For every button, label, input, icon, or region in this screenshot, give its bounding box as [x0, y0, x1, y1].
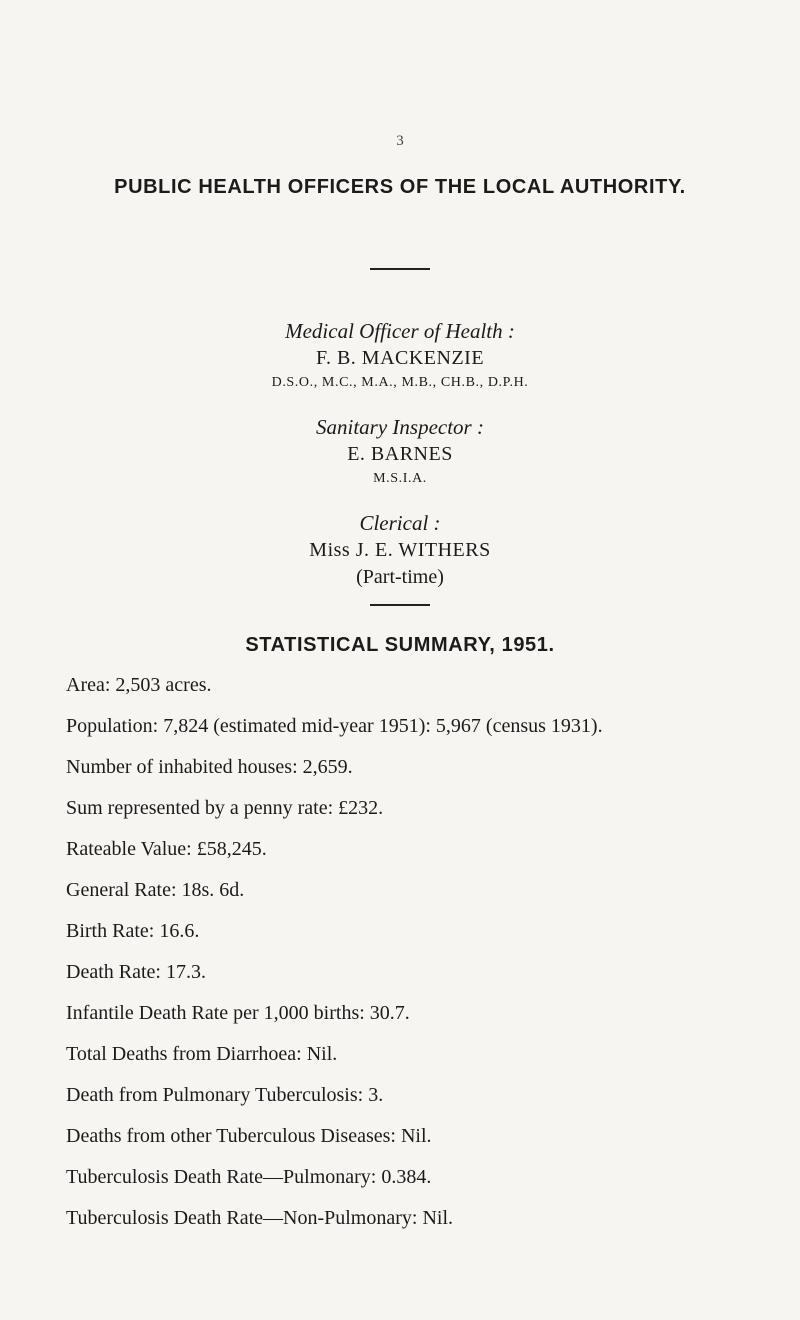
- stat-death-rate: Death Rate: 17.3.: [66, 961, 206, 983]
- officer-medical: [0, 318, 800, 394]
- officer-name: E. BARNES: [347, 443, 453, 465]
- page-number: 3: [396, 133, 404, 149]
- officer-role: Clerical :: [359, 511, 441, 535]
- officer-role: Sanitary Inspector :: [316, 415, 484, 439]
- officer-qualifications: D.S.O., M.C., M.A., M.B., CH.B., D.P.H.: [271, 375, 529, 390]
- officer-name: Miss J. E. WITHERS: [309, 539, 491, 561]
- officer-note: (Part-time): [356, 566, 444, 588]
- stat-tb-rate-pulmonary: Tuberculosis Death Rate—Pulmonary: 0.384.: [66, 1166, 432, 1188]
- stat-general-rate: General Rate: 18s. 6d.: [66, 879, 245, 901]
- statistics-list: [66, 672, 786, 1246]
- divider-bottom: [370, 604, 430, 606]
- stat-tb-rate-non-pulmonary: Tuberculosis Death Rate—Non-Pulmonary: Nil.: [66, 1207, 454, 1229]
- stat-birth-rate: Birth Rate: 16.6.: [66, 920, 200, 942]
- stat-other-tb-deaths: Deaths from other Tuberculous Diseases: Nil.: [66, 1125, 432, 1147]
- stat-inhabited-houses: Number of inhabited houses: 2,659.: [66, 756, 353, 778]
- page-title: PUBLIC HEALTH OFFICERS OF THE LOCAL AUTHORITY.: [114, 176, 686, 198]
- stat-population: Population: 7,824 (estimated mid-year 1951): 5,967 (census 1931).: [66, 715, 603, 737]
- officer-clerical: [0, 510, 800, 591]
- stat-diarrhoea-deaths: Total Deaths from Diarrhoea: Nil.: [66, 1043, 338, 1065]
- summary-title: STATISTICAL SUMMARY, 1951.: [245, 634, 555, 656]
- divider-top: [370, 268, 430, 270]
- officer-sanitary: [0, 414, 800, 490]
- stat-penny-rate: Sum represented by a penny rate: £232.: [66, 797, 384, 819]
- officer-name: F. B. MACKENZIE: [315, 347, 485, 369]
- stat-infantile-death-rate: Infantile Death Rate per 1,000 births: 30.7.: [66, 1002, 410, 1024]
- stat-rateable-value: Rateable Value: £58,245.: [66, 838, 267, 860]
- officer-qualifications: M.S.I.A.: [373, 471, 427, 486]
- stat-area: Area: 2,503 acres.: [66, 674, 212, 696]
- officer-role: Medical Officer of Health :: [285, 319, 515, 343]
- stat-pulmonary-tb-deaths: Death from Pulmonary Tuberculosis: 3.: [66, 1084, 384, 1106]
- officers-section: [0, 318, 800, 611]
